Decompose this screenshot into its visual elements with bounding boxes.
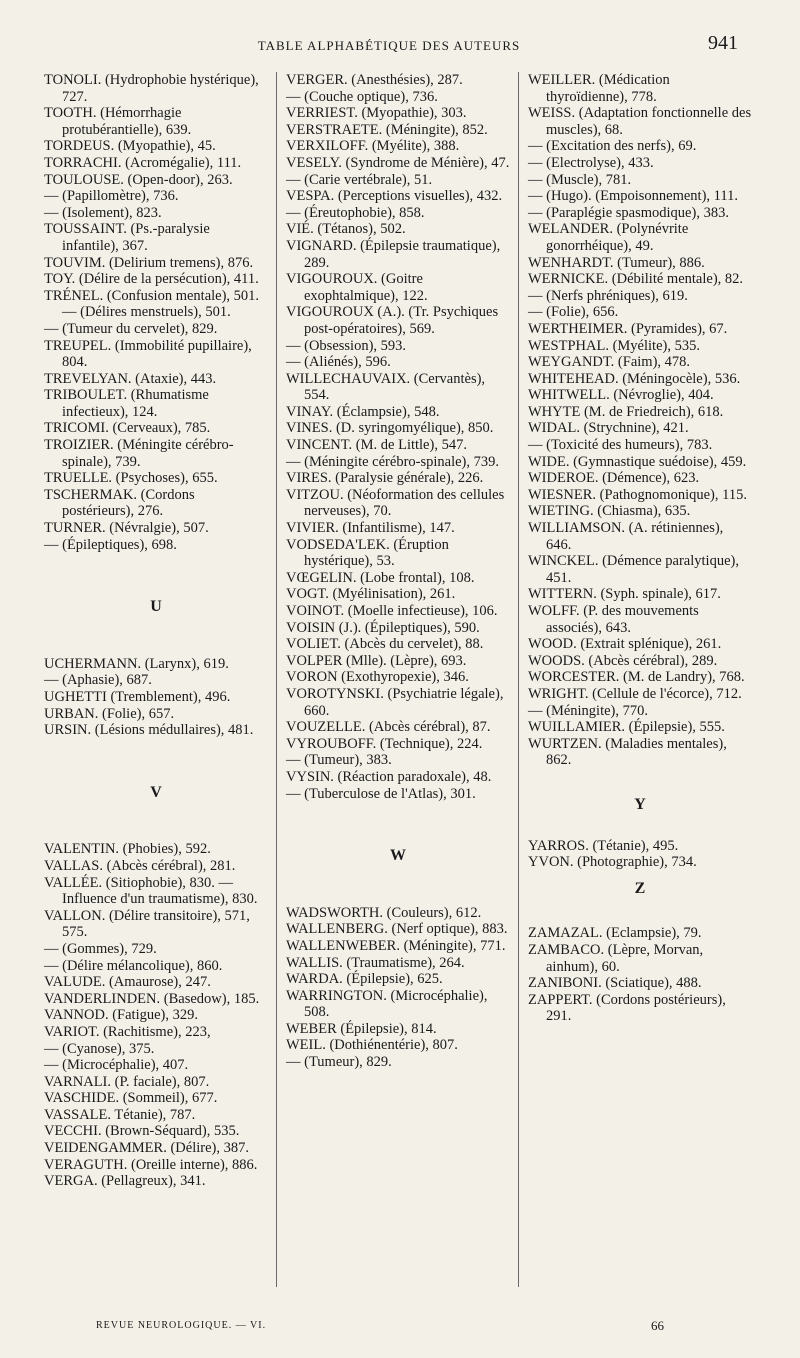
index-entry: TRÉNEL. (Confusion mentale), 501. — (Délires menstruels), 501.	[44, 287, 260, 321]
index-entry: WENHARDT. (Tumeur), 886.	[528, 254, 705, 271]
index-entry: WERNICKE. (Débilité mentale), 82.	[528, 271, 744, 288]
index-entry: TOUSSAINT. (Ps.-paralysie infantile), 367.	[44, 221, 210, 254]
index-entry: VARIOT. (Rachitisme), 223,	[44, 1023, 211, 1040]
author-index	[44, 72, 794, 1292]
index-entry: ZAMBACO. (Lèpre, Morvan, ainhum), 60.	[528, 941, 704, 975]
index-entry: VOISIN (J.). (Épileptiques), 590.	[286, 619, 480, 636]
index-entry: WHYTE (M. de Friedreich), 618.	[528, 403, 724, 420]
index-entry: VERGA. (Pellagreux), 341.	[44, 1173, 206, 1190]
index-entry: YARROS. (Tétanie), 495.	[528, 837, 679, 854]
index-column-2	[286, 72, 510, 1287]
index-entry: WILLECHAUVAIX. (Cervantès), 554.	[286, 370, 486, 404]
page-number: 941	[708, 32, 738, 54]
page-header	[40, 28, 738, 58]
index-entry: TONOLI. (Hydrophobie hystérique), 727.	[44, 72, 259, 105]
index-entry: VERXILOFF. (Myélite), 388.	[286, 138, 460, 155]
index-entry: VESELY. (Syndrome de Ménière), 47.	[286, 154, 510, 171]
index-entry: VODSEDA'LEK. (Éruption hystérique), 53.	[286, 536, 449, 570]
index-entry: ZANIBONI. (Sciatique), 488.	[528, 975, 702, 992]
index-entry: ZAMAZAL. (Eclampsie), 79.	[528, 925, 702, 942]
index-entry: VALLON. (Délire transitoire), 571, 575.	[44, 907, 250, 941]
index-entry: VYROUBOFF. (Technique), 224.	[286, 735, 483, 752]
index-entry: VOGT. (Myélinisation), 261.	[286, 586, 456, 603]
index-entry: VECCHI. (Brown-Séquard), 535.	[44, 1123, 240, 1140]
index-entry: VŒGELIN. (Lobe frontal), 108.	[286, 569, 475, 586]
index-entry: WOLFF. (P. des mouvements associés), 643.	[528, 603, 699, 636]
index-entry: VORON (Exothyropexie), 346.	[286, 669, 469, 686]
index-entry: VOLPER (Mlle). (Lèpre), 693.	[286, 652, 467, 669]
index-entry: TREVELYAN. (Ataxie), 443.	[44, 370, 217, 387]
index-entry: WHITEHEAD. (Méningocèle), 536.	[528, 370, 741, 387]
index-entry: TOY. (Délire de la persécution), 411.	[44, 271, 259, 288]
index-entry: VERAGUTH. (Oreille interne), 886.	[44, 1156, 258, 1173]
index-entry: WURTZEN. (Maladies mentales), 862.	[528, 735, 727, 769]
index-entry: WIETING. (Chiasma), 635.	[528, 503, 691, 520]
index-entry: VOROTYNSKI. (Psychiatrie légale), 660.	[286, 685, 504, 719]
section-letter: Y	[634, 795, 646, 813]
index-entry: TOOTH. (Hémorrhagie protubérantielle), 639.	[44, 105, 192, 138]
index-entry: VERSTRAETE. (Méningite), 852.	[286, 121, 488, 138]
index-entry: VITZOU. (Néoformation des cellules nerveuses), 70.	[286, 486, 505, 520]
index-entry: WEBER (Épilepsie), 814.	[286, 1020, 437, 1037]
index-entry: — (Tumeur), 383.	[286, 752, 392, 769]
index-entry: — (Folie), 656.	[528, 304, 619, 321]
index-entry: WRIGHT. (Cellule de l'écorce), 712.	[528, 685, 742, 702]
column-divider	[276, 72, 277, 1287]
index-entry: URSIN. (Lésions médullaires), 481.	[44, 722, 254, 739]
index-entry: — (Isolement), 823.	[44, 204, 162, 221]
column-divider	[518, 72, 519, 1287]
index-entry: VINAY. (Éclampsie), 548.	[286, 403, 440, 420]
section-letter: Z	[634, 879, 646, 897]
index-entry: VYSIN. (Réaction paradoxale), 48.	[286, 768, 492, 785]
index-entry: — (Tuberculose de l'Atlas), 301.	[286, 785, 476, 802]
index-entry: WEYGANDT. (Faim), 478.	[528, 354, 691, 371]
index-entry: — (Aliénés), 596.	[286, 354, 391, 371]
index-entry: WELANDER. (Polynévrite gonorrhéique), 49.	[528, 221, 689, 254]
index-entry: YVON. (Photographie), 734.	[528, 854, 697, 871]
index-entry: VIGOUROUX (A.). (Tr. Psychiques post-opératoires), 569.	[286, 304, 499, 337]
index-entry: — (Carie vertébrale), 51.	[286, 171, 433, 188]
index-entry: VOLIET. (Abcès du cervelet), 88.	[286, 636, 484, 653]
index-entry: — (Muscle), 781.	[528, 171, 632, 188]
section-letter: W	[390, 847, 406, 865]
index-entry: VASCHIDE. (Sommeil), 677.	[44, 1090, 218, 1107]
index-entry: TRIBOULET. (Rhumatisme infectieux), 124.	[44, 387, 209, 420]
index-entry: UCHERMANN. (Larynx), 619.	[44, 655, 229, 672]
index-entry: VIGNARD. (Épilepsie traumatique), 289.	[286, 237, 501, 271]
index-entry: — (Paraplégie spasmodique), 383.	[528, 204, 729, 221]
index-entry: VALUDE. (Amaurose), 247.	[44, 974, 211, 991]
index-entry: — (Méningite), 770.	[528, 702, 649, 719]
index-entry: TREUPEL. (Immobilité pupillaire), 804.	[44, 337, 252, 371]
index-entry: VOINOT. (Moelle infectieuse), 106.	[286, 603, 498, 619]
index-entry: WIDAL. (Strychnine), 421.	[528, 420, 689, 437]
index-entry: WILLIAMSON. (A. rétiniennes), 646.	[528, 520, 724, 553]
index-entry: WOOD. (Extrait splénique), 261.	[528, 636, 722, 653]
index-entry: — (Papillomètre), 736.	[44, 188, 179, 205]
index-entry: WIESNER. (Pathognomonique), 115.	[528, 486, 747, 503]
index-entry: WEISS. (Adaptation fonctionnelle des muscles), 68.	[528, 105, 752, 138]
page-footer	[96, 1318, 664, 1338]
index-entry: — (Cyanose), 375.	[44, 1040, 155, 1057]
index-entry: VANDERLINDEN. (Basedow), 185.	[44, 990, 260, 1007]
index-column-3	[528, 72, 752, 1287]
journal-name: REVUE NEUROLOGIQUE. — VI.	[96, 1320, 267, 1331]
index-entry: — (Microcéphalie), 407.	[44, 1057, 189, 1074]
running-title: TABLE ALPHABÉTIQUE DES AUTEURS	[257, 38, 521, 53]
index-entry: WARRINGTON. (Microcéphalie), 508.	[286, 987, 488, 1021]
index-entry: — (Épileptiques), 698.	[44, 536, 177, 553]
index-entry: — (Excitation des nerfs), 69.	[528, 138, 697, 155]
index-entry: WHITWELL. (Névroglie), 404.	[528, 387, 714, 404]
index-entry: VOUZELLE. (Abcès cérébral), 87.	[286, 719, 491, 736]
index-entry: VINES. (D. syringomyélique), 850.	[286, 420, 494, 437]
index-entry: WEIL. (Dothiénentérie), 807.	[286, 1037, 458, 1054]
index-entry: WARDA. (Épilepsie), 625.	[286, 971, 443, 988]
index-entry: — (Tumeur du cervelet), 829.	[44, 320, 218, 337]
index-entry: — (Nerfs phréniques), 619.	[528, 287, 688, 304]
index-entry: TORDEUS. (Myopathie), 45.	[44, 138, 216, 155]
index-entry: VESPA. (Perceptions visuelles), 432.	[286, 188, 503, 205]
index-entry: TRUELLE. (Psychoses), 655.	[44, 470, 218, 487]
index-entry: TRICOMI. (Cerveaux), 785.	[44, 420, 211, 437]
index-entry: — (Hugo). (Empoisonnement), 111.	[528, 188, 738, 205]
index-entry: WALLENBERG. (Nerf optique), 883.	[286, 921, 508, 938]
index-entry: VALLÉE. (Sitiophobie), 830. — Influence d'un traumatisme), 830.	[44, 874, 258, 908]
index-entry: — (Tumeur), 829.	[286, 1054, 392, 1071]
section-letter: U	[150, 598, 162, 616]
index-entry: TOUVIM. (Delirium tremens), 876.	[44, 254, 254, 271]
index-entry: VASSALE. Tétanie), 787.	[44, 1106, 196, 1123]
index-entry: WERTHEIMER. (Pyramides), 67.	[528, 320, 728, 337]
index-entry: WALLENWEBER. (Méningite), 771.	[286, 937, 506, 954]
index-entry: — (Electrolyse), 433.	[528, 154, 654, 171]
index-entry: WALLIS. (Traumatisme), 264.	[286, 954, 465, 971]
index-column-1	[44, 72, 268, 1287]
index-entry: WORCESTER. (M. de Landry), 768.	[528, 669, 745, 686]
index-entry: URBAN. (Folie), 657.	[44, 705, 175, 722]
index-entry: WIDEROE. (Démence), 623.	[528, 470, 700, 487]
index-entry: — (Couche optique), 736.	[286, 88, 438, 105]
index-entry: WESTPHAL. (Myélite), 535.	[528, 337, 700, 354]
index-entry: — (Méningite cérébro-spinale), 739.	[286, 453, 499, 470]
index-entry: WITTERN. (Syph. spinale), 617.	[528, 586, 721, 603]
index-entry: VEIDENGAMMER. (Délire), 387.	[44, 1140, 249, 1157]
index-entry: WADSWORTH. (Couleurs), 612.	[286, 904, 482, 921]
section-letter: V	[150, 783, 162, 801]
index-entry: — (Toxicité des humeurs), 783.	[528, 437, 713, 454]
index-entry: WOODS. (Abcès cérébral), 289.	[528, 652, 718, 669]
index-entry: VIVIER. (Infantilisme), 147.	[286, 520, 455, 537]
index-entry: VIÉ. (Tétanos), 502.	[286, 221, 406, 238]
index-entry: TURNER. (Névralgie), 507.	[44, 520, 209, 537]
index-entry: WEILLER. (Médication thyroïdienne), 778.	[528, 72, 670, 105]
index-entry: TORRACHI. (Acromégalie), 111.	[44, 154, 242, 171]
index-entry: VARNALI. (P. faciale), 807.	[44, 1073, 210, 1090]
index-entry: VALLAS. (Abcès cérébral), 281.	[44, 857, 236, 874]
index-entry: TROIZIER. (Méningite cérébro-spinale), 739.	[44, 437, 234, 470]
signature-mark: 66	[651, 1318, 664, 1333]
index-entry: — (Aphasie), 687.	[44, 672, 152, 689]
index-entry: VIRES. (Paralysie générale), 226.	[286, 470, 484, 487]
index-entry: TOULOUSE. (Open-door), 263.	[44, 171, 233, 188]
index-entry: VERGER. (Anesthésies), 287.	[286, 72, 463, 88]
index-entry: VIGOUROUX. (Goitre exophtalmique), 122.	[286, 271, 428, 304]
index-entry: WUILLAMIER. (Épilepsie), 555.	[528, 719, 725, 736]
index-entry: WINCKEL. (Démence paralytique), 451.	[528, 553, 739, 586]
index-entry: VANNOD. (Fatigue), 329.	[44, 1007, 198, 1024]
index-entry: VINCENT. (M. de Little), 547.	[286, 437, 467, 454]
index-entry: — (Gommes), 729.	[44, 940, 157, 957]
index-entry: ZAPPERT. (Cordons postérieurs), 291.	[528, 991, 726, 1025]
index-entry: UGHETTI (Tremblement), 496.	[44, 689, 231, 705]
index-entry: — (Obsession), 593.	[286, 337, 407, 354]
index-entry: VALENTIN. (Phobies), 592.	[44, 841, 211, 858]
index-entry: WIDE. (Gymnastique suédoise), 459.	[528, 453, 747, 470]
index-entry: — (Éreutophobie), 858.	[286, 204, 425, 221]
index-entry: — (Délire mélancolique), 860.	[44, 957, 223, 974]
index-entry: TSCHERMAK. (Cordons postérieurs), 276.	[44, 486, 195, 520]
index-entry: VERRIEST. (Myopathie), 303.	[286, 105, 467, 122]
